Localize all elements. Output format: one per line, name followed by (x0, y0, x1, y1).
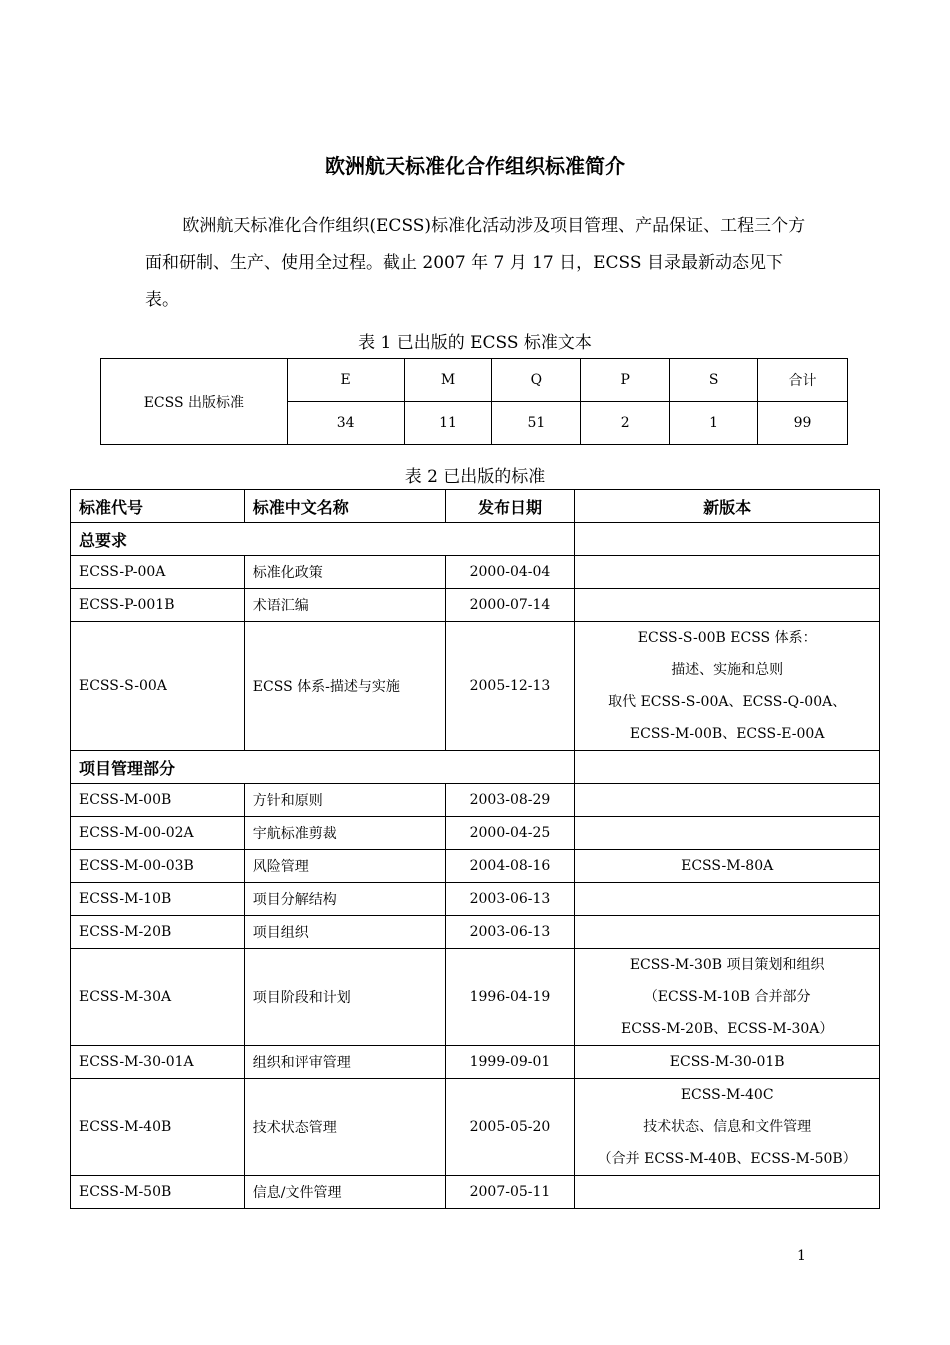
code-cell: ECSS-S-00A (71, 622, 245, 751)
code-cell: ECSS-M-00-02A (71, 817, 245, 850)
table2-caption: 表 2 已出版的标准 (404, 467, 546, 487)
code-cell: ECSS-M-10B (71, 883, 245, 916)
new-version-line: ECSS-M-00B、ECSS-E-00A (629, 726, 825, 742)
new-version-cell (575, 1046, 880, 1079)
new-version-line: （合并 ECSS-M-40B、ECSS-M-50B） (597, 1151, 857, 1167)
new-version-cell (575, 949, 880, 1046)
summary-value: 51 (492, 402, 581, 445)
new-version-line: ECSS-S-00B ECSS 体系： (637, 630, 817, 646)
section-empty-cell (575, 523, 880, 556)
section-row (71, 751, 880, 784)
date-cell: 2005-12-13 (445, 622, 575, 751)
code-cell: ECSS-P-001B (71, 589, 245, 622)
table-row (71, 784, 880, 817)
table-row (71, 622, 880, 751)
summary-value: 99 (758, 402, 848, 445)
table-row (71, 817, 880, 850)
code-cell: ECSS-M-50B (71, 1176, 245, 1209)
name-cell: 术语汇编 (244, 589, 445, 622)
code-cell: ECSS-M-30A (71, 949, 245, 1046)
name-cell: 标准化政策 (244, 556, 445, 589)
summary-header: P (581, 359, 670, 402)
new-version-line: 技术状态、信息和文件管理 (643, 1119, 812, 1135)
table1-caption: 表 1 已出版的 ECSS 标准文本 (358, 333, 592, 353)
header-date: 发布日期 (445, 490, 575, 523)
date-cell: 2004-08-16 (445, 850, 575, 883)
new-version-line: ECSS-M-30-01B (669, 1054, 785, 1070)
summary-row-label: ECSS 出版标准 (101, 359, 288, 445)
table-row (71, 1046, 880, 1079)
new-version-line: ECSS-M-30B 项目策划和组织 (629, 957, 825, 973)
summary-header: M (404, 359, 492, 402)
code-cell: ECSS-M-30-01A (71, 1046, 245, 1079)
table-row (71, 949, 880, 1046)
summary-header: E (287, 359, 404, 402)
new-version-line: ECSS-M-40C (680, 1087, 774, 1103)
table-row (71, 556, 880, 589)
section-empty-cell (575, 751, 880, 784)
date-cell: 2005-05-20 (445, 1079, 575, 1176)
summary-value: 1 (670, 402, 758, 445)
header-new-version: 新版本 (575, 490, 880, 523)
date-cell: 2000-07-14 (445, 589, 575, 622)
name-cell: 宇航标准剪裁 (244, 817, 445, 850)
header-code: 标准代号 (71, 490, 245, 523)
name-cell: 方针和原则 (244, 784, 445, 817)
name-cell: 组织和评审管理 (244, 1046, 445, 1079)
code-cell: ECSS-M-20B (71, 916, 245, 949)
summary-value: 34 (287, 402, 404, 445)
code-cell: ECSS-M-00B (71, 784, 245, 817)
summary-header: S (670, 359, 758, 402)
new-version-cell (575, 850, 880, 883)
section-title: 项目管理部分 (71, 751, 575, 784)
table-row (71, 1079, 880, 1176)
new-version-line: （ECSS-M-10B 合并部分 (643, 989, 811, 1005)
table-row (71, 589, 880, 622)
summary-value: 11 (404, 402, 492, 445)
new-version-cell (575, 784, 880, 817)
date-cell: 2007-05-11 (445, 1176, 575, 1209)
name-cell: 风险管理 (244, 850, 445, 883)
code-cell: ECSS-P-00A (71, 556, 245, 589)
date-cell: 1999-09-01 (445, 1046, 575, 1079)
table-row (71, 850, 880, 883)
name-cell: 信息/文件管理 (244, 1176, 445, 1209)
new-version-cell (575, 589, 880, 622)
new-version-cell (575, 1079, 880, 1176)
code-cell: ECSS-M-40B (71, 1079, 245, 1176)
intro-text: 欧洲航天标准化合作组织(ECSS)标准化活动涉及项目管理、产品保证、工程三个方面和研制、生产、使用全过程。截止 2007 年 7 月 17 日，ECSS 目录最新动态见下表。 (145, 216, 806, 310)
page-number: 1 (797, 1248, 806, 1264)
new-version-cell (575, 556, 880, 589)
new-version-cell (575, 1176, 880, 1209)
ecss-summary-table (100, 358, 848, 445)
date-cell: 2000-04-25 (445, 817, 575, 850)
name-cell: 项目分解结构 (244, 883, 445, 916)
new-version-line: ECSS-M-80A (681, 858, 774, 874)
table-row (71, 916, 880, 949)
name-cell: 技术状态管理 (244, 1079, 445, 1176)
table-row (71, 883, 880, 916)
name-cell: 项目阶段和计划 (244, 949, 445, 1046)
new-version-line: 描述、实施和总则 (671, 662, 784, 678)
date-cell: 2003-08-29 (445, 784, 575, 817)
standards-table-body (71, 523, 880, 1209)
summary-value: 2 (581, 402, 670, 445)
new-version-cell (575, 916, 880, 949)
summary-header: 合计 (758, 359, 848, 402)
section-row (71, 523, 880, 556)
name-cell: 项目组织 (244, 916, 445, 949)
date-cell: 2000-04-04 (445, 556, 575, 589)
published-standards-table (70, 489, 880, 1209)
summary-header: Q (492, 359, 581, 402)
table-row (71, 1176, 880, 1209)
new-version-cell (575, 817, 880, 850)
date-cell: 2003-06-13 (445, 883, 575, 916)
name-cell: ECSS 体系-描述与实施 (244, 622, 445, 751)
code-cell: ECSS-M-00-03B (71, 850, 245, 883)
section-title: 总要求 (71, 523, 575, 556)
document-title: 欧洲航天标准化合作组织标准简介 (325, 154, 625, 178)
new-version-line: ECSS-M-20B、ECSS-M-30A） (620, 1021, 834, 1037)
new-version-cell (575, 622, 880, 751)
intro-paragraph (145, 208, 810, 319)
new-version-cell (575, 883, 880, 916)
date-cell: 2003-06-13 (445, 916, 575, 949)
new-version-line: 取代 ECSS-S-00A、ECSS-Q-00A、 (608, 694, 847, 710)
header-name: 标准中文名称 (244, 490, 445, 523)
date-cell: 1996-04-19 (445, 949, 575, 1046)
